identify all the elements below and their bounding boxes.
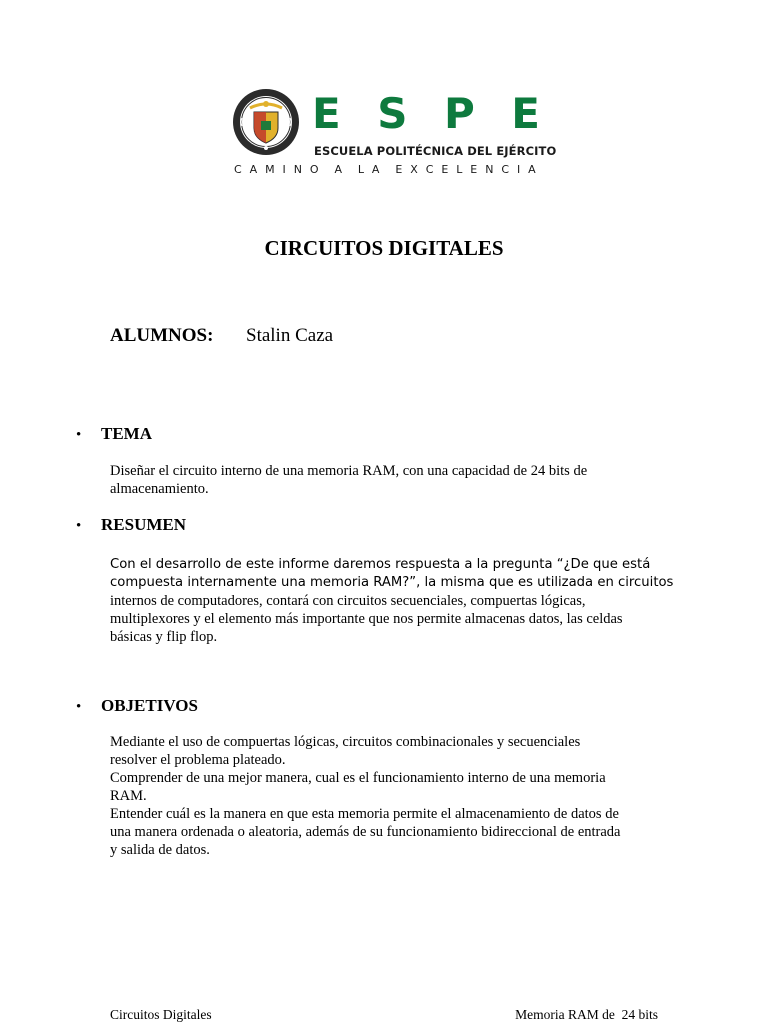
motto-letter: C (234, 163, 242, 176)
motto-letter: I (282, 163, 286, 176)
section-heading-tema: TEMA (101, 424, 152, 443)
motto-letter: O (309, 163, 319, 176)
footer-right: Memoria RAM de 24 bits (515, 1007, 658, 1022)
text-line: y salida de datos. (110, 842, 210, 858)
students-label: ALUMNOS: (110, 325, 214, 346)
text-line: una manera ordenada o aleatoria, además de su funcionamiento bidireccional de entrada (110, 824, 621, 840)
motto-letter: N (485, 163, 494, 176)
bullet-icon: • (76, 699, 82, 715)
motto-letter: A (334, 163, 342, 176)
motto-letter: N (293, 163, 302, 176)
text-line: Mediante el uso de compuertas lógicas, circuitos combinacionales y secuenciales (110, 734, 581, 750)
text-line: internos de computadores, contará con circuitos secuenciales, compuertas lógicas, (110, 593, 586, 609)
text-line: RAM. (110, 788, 147, 804)
footer-left: Circuitos Digitales (110, 1007, 212, 1022)
text-line: Entender cuál es la manera en que esta memoria permite el almacenamiento de datos de (110, 806, 619, 822)
bullet-icon: • (76, 518, 82, 534)
text-line: resolver el problema plateado. (110, 752, 286, 768)
motto-letter: C (501, 163, 510, 176)
text-line: Con el desarrollo de este informe daremos respuesta a la pregunta “¿De que está (110, 557, 651, 572)
text-line: multiplexores y el elemento más importante que nos permite almacenas datos, las celdas (110, 611, 623, 627)
motto-letter: E (470, 163, 478, 176)
espe-logo (232, 88, 557, 178)
motto-letter: E (441, 163, 449, 176)
text-line: básicas y flip flop. (110, 629, 218, 645)
motto-letter: I (516, 163, 521, 176)
section-heading-resumen: RESUMEN (101, 515, 187, 534)
text-line: almacenamiento. (110, 481, 209, 497)
motto-letter: E (395, 163, 403, 176)
crest-seal-icon (232, 88, 300, 156)
motto-letter: M (265, 163, 275, 176)
motto-letter: L (456, 163, 463, 176)
section-text-tema (110, 462, 670, 498)
motto-letter: C (425, 163, 434, 176)
text-line: Comprender de una mejor manera, cual es el funcionamiento interno de una memoria (110, 770, 606, 786)
motto-letter: A (528, 163, 536, 176)
motto-letter: A (371, 163, 380, 176)
brand-letter-e2: E (511, 89, 540, 138)
brand-name (312, 90, 540, 140)
section-text-objetivos (110, 733, 670, 859)
brand-motto (234, 163, 536, 177)
document-title: CIRCUITOS DIGITALES (264, 236, 504, 260)
section-heading-objetivos: OBJETIVOS (101, 696, 198, 715)
motto-letter: A (249, 163, 258, 176)
text-line: compuesta internamente una memoria RAM?”, la misma que es utilizada en circuitos (110, 575, 674, 590)
text-line: Diseñar el circuito interno de una memoria RAM, con una capacidad de 24 bits de (110, 463, 588, 479)
brand-subtitle: ESCUELA POLITÉCNICA DEL EJÉRCITO (314, 144, 557, 158)
motto-letter: L (357, 163, 364, 176)
motto-letter: X (410, 163, 418, 176)
brand-letter-s: S (377, 89, 408, 138)
brand-letter-p: P (443, 89, 475, 138)
section-text-resumen (110, 556, 674, 646)
bullet-icon: • (76, 427, 82, 443)
brand-letter-e: E (312, 89, 341, 138)
students-value: Stalin Caza (246, 325, 334, 346)
